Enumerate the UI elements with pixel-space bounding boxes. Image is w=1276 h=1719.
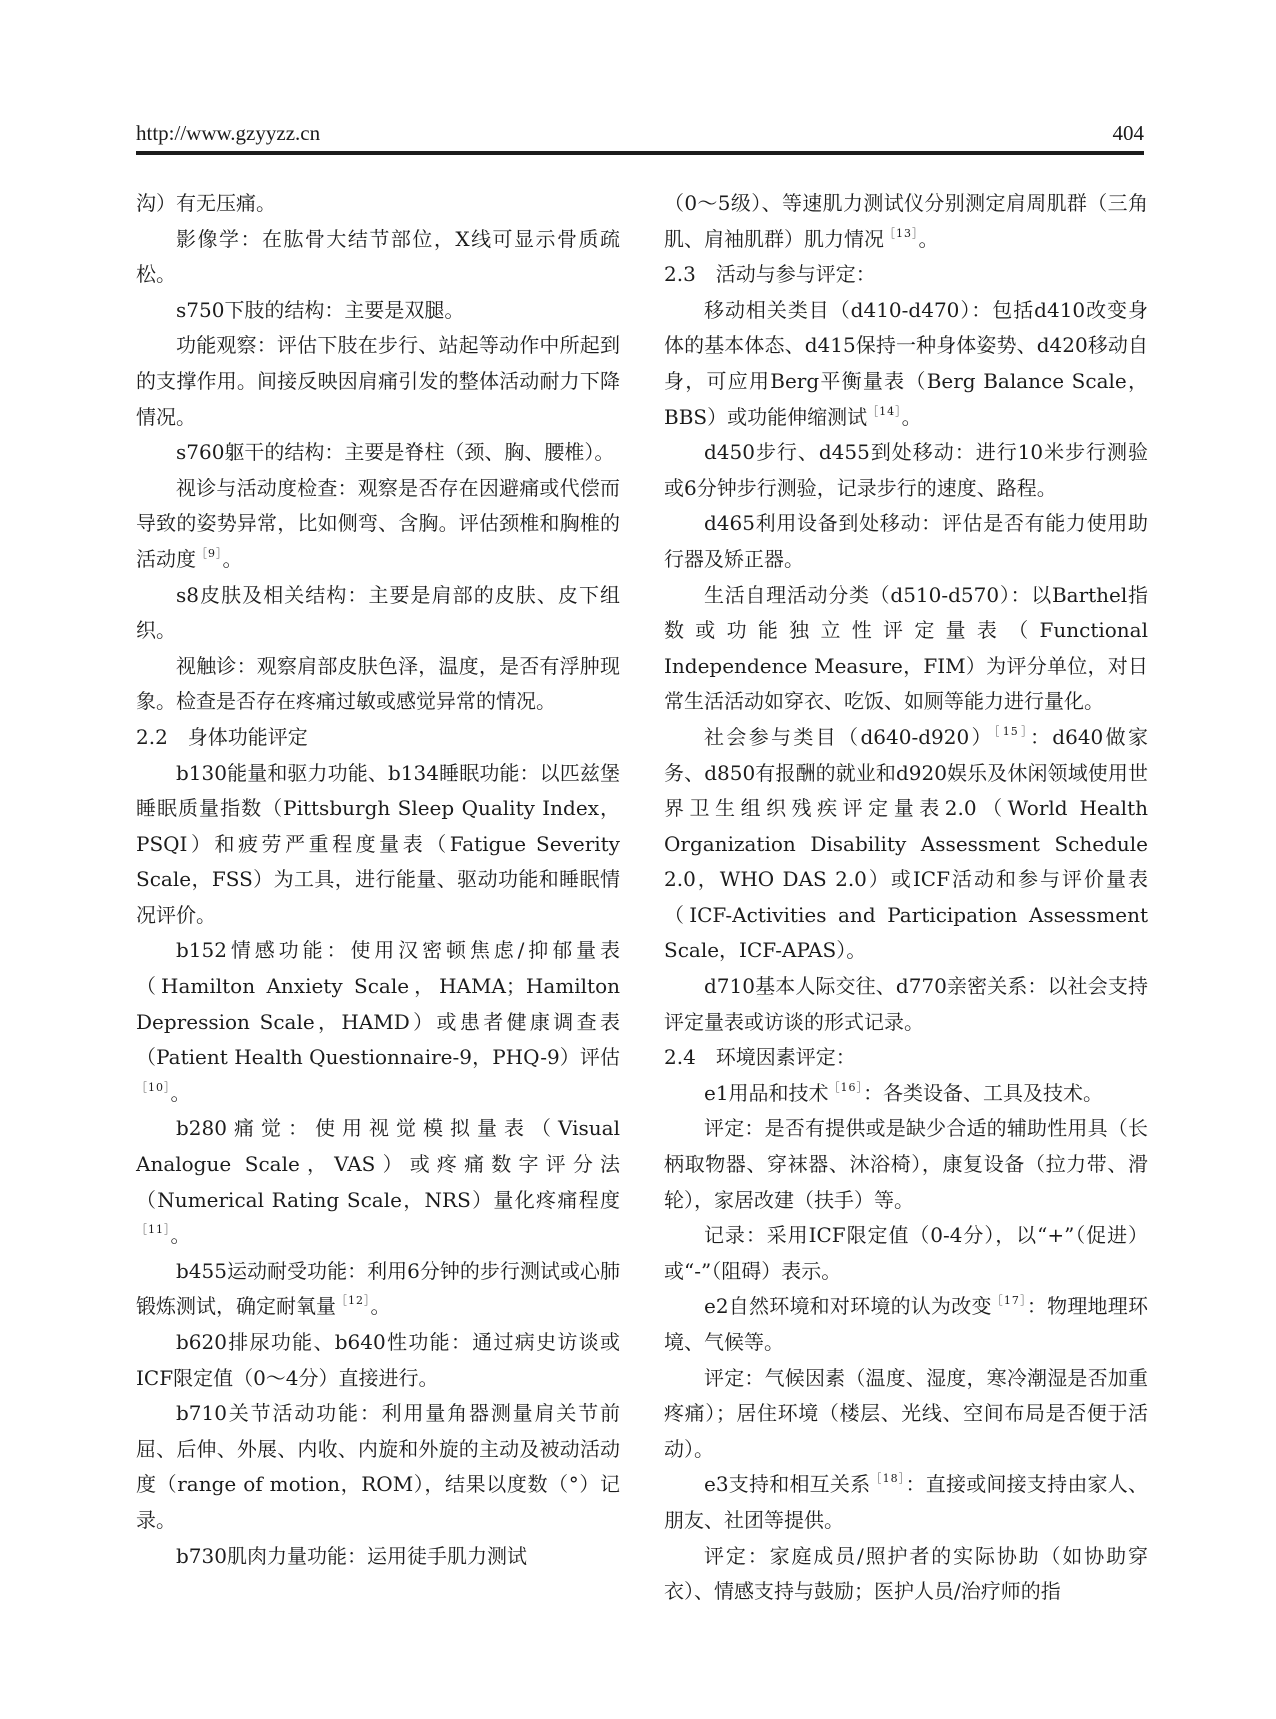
paragraph [664, 186, 1148, 257]
paragraph-end: 。 [918, 226, 939, 251]
citation-ref: ［13］ [884, 226, 919, 240]
paragraph: b620排尿功能、b640性功能：通过病史访谈或ICF限定值（0～4分）直接进行。 [136, 1330, 620, 1390]
paragraph: 记录：采用ICF限定值（0-4分），以“+”（促进）或“-”（阻碍）表示。 [664, 1223, 1148, 1283]
paragraph: b730肌肉力量功能：运用徒手肌力测试 [176, 1543, 527, 1568]
paragraph-text: b455运动耐受功能：利用6分钟的步行测试或心肺锻炼测试，确定耐氧量 [136, 1258, 620, 1319]
paragraph-end: 。 [370, 1294, 391, 1319]
paragraph [136, 471, 620, 578]
citation-ref: ［15］ [993, 724, 1030, 738]
paragraph [136, 933, 620, 1111]
paragraph [664, 1289, 1148, 1360]
paragraph: s8皮肤及相关结构：主要是肩部的皮肤、皮下组织。 [136, 582, 620, 643]
paragraph: 沟）有无压痛。 [136, 191, 276, 215]
citation-ref: ［17］ [991, 1294, 1027, 1308]
paragraph-text: e1用品和技术 [704, 1080, 829, 1105]
right-column [664, 186, 1148, 1610]
paragraph [136, 1254, 620, 1325]
citation-ref: ［16］ [828, 1080, 864, 1094]
section-heading: 2.4 环境因素评定： [664, 1045, 856, 1070]
paragraph-text: 视诊与活动度检查：观察是否存在因避痛或代偿而导致的姿势异常，比如侧弯、含胸。评估颈椎和胸椎的活动度 [136, 475, 620, 571]
citation-ref: ［9］ [196, 546, 223, 560]
paragraph: 视触诊：观察肩部皮肤色泽，温度，是否有浮肿现象。检查是否存在疼痛过敏或感觉异常的情况。 [136, 653, 620, 714]
journal-url: http://www.gzyyzz.cn [136, 121, 321, 145]
paragraph-text: ：d640做家务、d850有报酬的就业和d920娱乐及休闲领域使用世界卫生组织残疾评定量表2.0（World Health Organization Disability Assessment Schedule 2.0，WHO DAS 2.0）或ICF活动和参与评价量表（ICF-Activities and Participation Assessment Scale，ICF-APAS）。 [664, 724, 1148, 963]
paragraph-end: 。 [901, 404, 922, 429]
citation-ref: ［18］ [870, 1472, 906, 1486]
paragraph [664, 293, 1148, 435]
header-rule [136, 151, 1144, 155]
paragraph-end: 。 [170, 1080, 191, 1105]
section-heading: 2.3 活动与参与评定： [664, 262, 876, 287]
section-heading: 2.2 身体功能评定 [136, 724, 308, 749]
paragraph-text: b152情感功能：使用汉密顿焦虑/抑郁量表（Hamilton Anxiety Scale，HAMA；Hamilton Depression Scale，HAMD）或患者健康调查表（Patient Health Questionnaire-9，PHQ-9）评估 [136, 938, 620, 1070]
paragraph [664, 1076, 1148, 1112]
paragraph: d465利用设备到处移动：评估是否有能力使用助行器及矫正器。 [664, 511, 1148, 571]
paragraph-text: b280痛觉：使用视觉模拟量表（Visual Analogue Scale，VAS）或疼痛数字评分法（Numerical Rating Scale，NRS）量化疼痛程度 [136, 1116, 620, 1212]
paragraph: 生活自理活动分类（d510-d570）：以Barthel指数或功能独立性评定量表（Functional Independence Measure，FIM）为评分单位，对日常生活活动如穿衣、吃饭、如厕等能力进行量化。 [664, 582, 1148, 714]
paragraph-text: e2自然环境和对环境的认为改变 [704, 1294, 992, 1319]
paragraph-text: ：物理地理环境、气候等。 [664, 1294, 1148, 1354]
paragraph: 功能观察：评估下肢在步行、站起等动作中所起到的支撑作用。间接反映因肩痛引发的整体活动耐力下降情况。 [136, 333, 620, 429]
paragraph: s750下肢的结构：主要是双腿。 [176, 297, 465, 322]
paragraph-end: 。 [222, 546, 243, 571]
paragraph: d710基本人际交往、d770亲密关系：以社会支持评定量表或访谈的形式记录。 [664, 974, 1148, 1034]
paragraph [136, 1111, 620, 1253]
citation-ref: ［11］ [136, 1223, 171, 1237]
paragraph: 影像学：在肱骨大结节部位，X线可显示骨质疏松。 [136, 226, 620, 287]
paragraph-text: e3支持和相互关系 [704, 1472, 871, 1497]
paragraph-text: （0～5级）、等速肌力测试仪分别测定肩周肌群（三角肌、肩袖肌群）肌力情况 [664, 191, 1148, 251]
paragraph: d450步行、d455到处移动：进行10米步行测验或6分钟步行测验，记录步行的速度、路程。 [664, 440, 1148, 500]
paragraph-end: 。 [170, 1223, 191, 1248]
left-column [136, 186, 620, 1574]
paragraph-text: ：直接或间接支持由家人、朋友、社团等提供。 [664, 1472, 1148, 1532]
page-number: 404 [1112, 121, 1144, 145]
paragraph: 评定：家庭成员/照护者的实际协助（如协助穿衣）、情感支持与鼓励；医护人员/治疗师的指 [664, 1543, 1148, 1604]
paragraph: 评定：是否有提供或是缺少合适的辅助性用具（长柄取物器、穿袜器、沐浴椅），康复设备（拉力带、滑轮），家居改建（扶手）等。 [664, 1116, 1148, 1212]
citation-ref: ［10］ [136, 1080, 171, 1094]
paragraph: 评定：气候因素（温度、湿度，寒冷潮湿是否加重疼痛）；居住环境（楼层、光线、空间布局是否便于活动）。 [664, 1365, 1148, 1461]
paragraph [664, 1467, 1148, 1538]
page-header [136, 118, 1144, 150]
paragraph: b130能量和驱力功能、b134睡眠功能：以匹兹堡睡眠质量指数（Pittsburgh Sleep Quality Index，PSQI）和疲劳严重程度量表（Fatigue Severity Scale，FSS）为工具，进行能量、驱动功能和睡眠情况评价。 [136, 760, 620, 927]
citation-ref: ［14］ [867, 404, 902, 418]
paragraph-text: 移动相关类目（d410-d470）：包括d410改变身体的基本体态、d415保持一种身体姿势、d420移动自身，可应用Berg平衡量表（Berg Balance Scale，BBS）或功能伸缩测试 [664, 297, 1148, 429]
paragraph-text: ：各类设备、工具及技术。 [863, 1080, 1104, 1105]
paragraph: b710关节活动功能：利用量角器测量肩关节前屈、后伸、外展、内收、内旋和外旋的主动及被动活动度（range of motion，ROM），结果以度数（°）记录。 [136, 1401, 620, 1532]
citation-ref: ［12］ [336, 1294, 371, 1308]
paragraph [664, 720, 1148, 969]
paragraph-text: 社会参与类目（d640-d920） [704, 724, 994, 749]
paragraph: s760躯干的结构：主要是脊柱（颈、胸、腰椎）。 [176, 440, 615, 465]
